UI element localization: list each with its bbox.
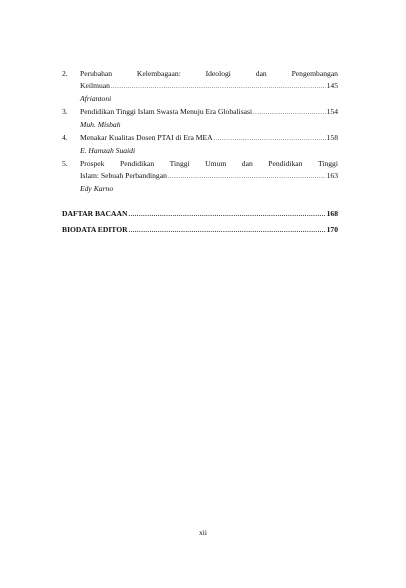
- title-word: Tinggi: [317, 159, 338, 168]
- dot-leader: [129, 228, 326, 234]
- title-word: Umum: [205, 159, 227, 168]
- title-word: Perubahan: [80, 69, 113, 78]
- title-word: Pendidikan: [119, 159, 155, 168]
- entry-number: 5.: [62, 159, 68, 168]
- entry-title: Keilmuan: [80, 81, 110, 90]
- toc-entry[interactable]: [62, 158, 338, 195]
- entry-page-number: 154: [326, 107, 338, 116]
- toc-section-editor-biodata[interactable]: [62, 225, 338, 234]
- title-word: Tinggi: [169, 159, 190, 168]
- dot-leader: [253, 107, 325, 119]
- entry-number: 3.: [62, 107, 68, 116]
- dot-leader: [214, 133, 326, 145]
- section-page-number: 170: [326, 225, 338, 234]
- dot-leader: [128, 212, 325, 218]
- toc-entry[interactable]: [62, 106, 338, 131]
- entry-title-line: [80, 170, 338, 183]
- title-word: dan: [255, 69, 267, 78]
- entry-title-line: [80, 68, 338, 80]
- entry-page-number: 158: [326, 133, 338, 142]
- toc-entry[interactable]: [62, 132, 338, 157]
- section-title: BIODATA EDITOR: [62, 225, 128, 234]
- entry-title-line: [80, 80, 338, 93]
- title-word: Pendidikan: [268, 159, 303, 168]
- entry-title-line: [80, 106, 338, 119]
- toc-section-bibliography[interactable]: [62, 209, 338, 218]
- title-word: Prospek: [80, 159, 105, 168]
- toc-entry[interactable]: [62, 68, 338, 105]
- entry-author: E. Hamzah Suaidi: [80, 146, 136, 155]
- entry-title-line: [80, 158, 338, 170]
- section-page-number: 168: [326, 209, 338, 218]
- title-word: Ideologi: [205, 69, 231, 78]
- entry-number: 4.: [62, 133, 68, 142]
- entry-author: Muh. Misbah: [80, 120, 121, 129]
- entry-number: 2.: [62, 69, 68, 78]
- entry-title: Menakar Kualitas Dosen PTAI di Era MEA: [80, 133, 213, 142]
- dot-leader: [111, 81, 326, 93]
- entry-title-line: [80, 132, 338, 145]
- dot-leader: [168, 171, 326, 183]
- entry-author: Edy Karno: [80, 184, 114, 193]
- title-word: dan: [241, 159, 253, 168]
- entry-page-number: 145: [326, 81, 338, 90]
- entry-title: Islam: Sebuah Perbandingan: [80, 171, 167, 180]
- page-footer-number: xii: [198, 528, 208, 537]
- entry-title: Pendidikan Tinggi Islam Swasta Menuju Era Globalisasi: [80, 107, 253, 116]
- section-title: DAFTAR BACAAN: [62, 209, 128, 218]
- entry-page-number: 163: [326, 171, 338, 180]
- title-word: Kelembagaan:: [136, 69, 181, 78]
- entry-author: Afriantoni: [80, 94, 112, 103]
- title-word: Pengembangan: [291, 69, 338, 78]
